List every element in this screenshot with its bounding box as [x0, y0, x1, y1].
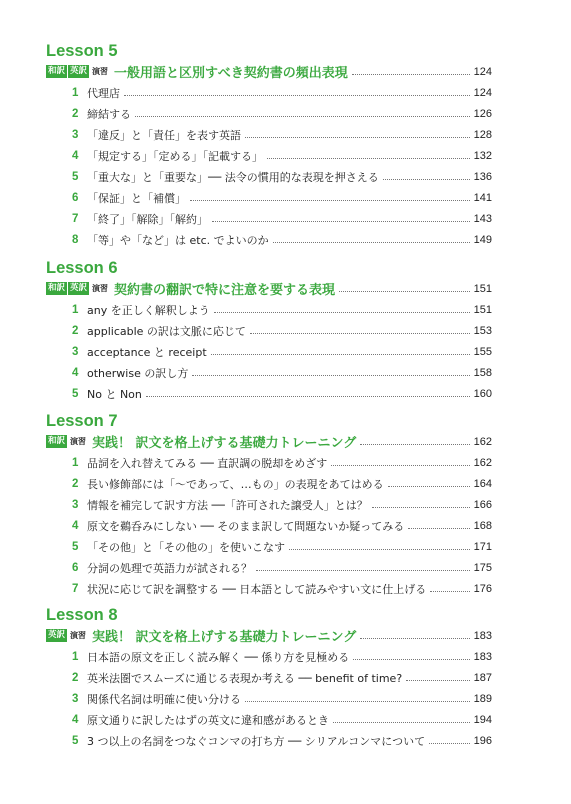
page-number: 183 — [473, 629, 492, 642]
item-number: 3 — [72, 498, 79, 511]
item-number: 1 — [72, 456, 79, 469]
page-number: 176 — [473, 582, 492, 595]
toc-item[interactable] — [46, 229, 492, 250]
item-text: 英米法圏でスムーズに通じる表現か考える ── benefit of time? — [87, 671, 403, 685]
toc-item[interactable] — [46, 299, 492, 320]
dot-leader — [339, 291, 470, 292]
page-number: 164 — [473, 477, 492, 490]
toc-item[interactable] — [46, 82, 492, 103]
dot-leader — [211, 354, 470, 355]
badge-jp-translation: 和訳 — [48, 283, 66, 293]
item-number: 2 — [72, 324, 79, 337]
dot-leader — [383, 179, 470, 180]
item-number: 4 — [72, 519, 79, 532]
toc-item[interactable] — [46, 515, 492, 536]
item-number: 6 — [72, 561, 79, 574]
item-number: 5 — [72, 387, 79, 400]
item-text: 「規定する」「定める」「記載する」 — [87, 149, 263, 163]
page-number: 168 — [473, 519, 492, 532]
item-text: 3 つ以上の名詞をつなぐコンマの打ち方 ── シリアルコンマについて — [87, 734, 426, 748]
toc-item[interactable] — [46, 383, 492, 404]
toc-item[interactable] — [46, 688, 492, 709]
item-number: 1 — [72, 303, 79, 316]
badge-jp-translation: 和訳 — [48, 66, 66, 76]
page-number: 189 — [473, 692, 492, 705]
item-text: 日本語の原文を正しく読み解く ── 係り方を見極める — [87, 650, 350, 664]
lesson-heading: 実践！ 訳文を格上げする基礎力トレーニング — [92, 436, 357, 451]
toc-item[interactable] — [46, 145, 492, 166]
lesson-heading-row[interactable] — [46, 61, 492, 82]
lesson-title: Lesson 6 — [46, 259, 118, 277]
item-number: 3 — [72, 128, 79, 141]
page-number: 151 — [473, 303, 492, 316]
toc-item-list — [46, 646, 492, 751]
lesson-heading: 契約書の翻訳で特に注意を要する表現 — [114, 283, 336, 298]
page-number: 155 — [473, 345, 492, 358]
dot-leader — [124, 95, 470, 96]
toc-item[interactable] — [46, 452, 492, 473]
dot-leader — [245, 701, 470, 702]
lesson-heading-row[interactable] — [46, 278, 492, 299]
item-number: 1 — [72, 650, 79, 663]
dot-leader — [135, 116, 470, 117]
lesson-heading-row[interactable] — [46, 625, 492, 646]
item-text: 「終了」「解除」「解約」 — [87, 212, 208, 226]
toc-item[interactable] — [46, 103, 492, 124]
dot-leader — [372, 507, 470, 508]
item-text: 分詞の処理で英語力が試される？ — [87, 561, 252, 575]
dot-leader — [352, 74, 470, 75]
dot-leader — [408, 528, 469, 529]
lesson-section — [46, 606, 492, 751]
item-number: 6 — [72, 191, 79, 204]
dot-leader — [214, 312, 470, 313]
toc-item[interactable] — [46, 320, 492, 341]
item-number: 3 — [72, 345, 79, 358]
dot-leader — [212, 221, 470, 222]
item-text: 「違反」と「責任」を表す英語 — [87, 128, 241, 142]
dot-leader — [360, 444, 469, 445]
item-number: 4 — [72, 713, 79, 726]
item-number: 4 — [72, 149, 79, 162]
page-number: 141 — [473, 191, 492, 204]
badge-en-translation: 英訳 — [48, 630, 66, 640]
toc-item[interactable] — [46, 341, 492, 362]
item-number: 5 — [72, 734, 79, 747]
toc-item[interactable] — [46, 166, 492, 187]
toc-item[interactable] — [46, 578, 492, 599]
dot-leader — [267, 158, 470, 159]
exercise-badges — [46, 435, 92, 448]
item-text: No と Non — [87, 387, 142, 401]
page-number: 183 — [473, 650, 492, 663]
dot-leader — [406, 680, 469, 681]
lesson-title: Lesson 5 — [46, 42, 118, 60]
dot-leader — [250, 333, 470, 334]
exercise-badges — [46, 629, 92, 642]
item-text: applicable の訳は文脈に応じて — [87, 324, 246, 338]
item-number: 4 — [72, 366, 79, 379]
item-number: 5 — [72, 170, 79, 183]
page-number: 194 — [473, 713, 492, 726]
item-number: 3 — [72, 692, 79, 705]
dot-leader — [146, 396, 470, 397]
item-number: 2 — [72, 107, 79, 120]
item-number: 7 — [72, 582, 79, 595]
toc-item-list — [46, 82, 492, 250]
badge-jp-translation: 和訳 — [48, 436, 66, 446]
exercise-label: 演習 — [70, 437, 87, 446]
toc-item-list — [46, 452, 492, 599]
toc-item[interactable] — [46, 494, 492, 515]
item-text: 関係代名詞は明確に使い分ける — [87, 692, 241, 706]
toc-item[interactable] — [46, 362, 492, 383]
dot-leader — [289, 549, 470, 550]
page-number: 166 — [473, 498, 492, 511]
badge-en-translation: 英訳 — [70, 66, 88, 76]
toc-item[interactable] — [46, 709, 492, 730]
lesson-title: Lesson 8 — [46, 606, 118, 624]
page-number: 128 — [473, 128, 492, 141]
toc-item[interactable] — [46, 208, 492, 229]
page-number: 149 — [473, 233, 492, 246]
page-number: 126 — [473, 107, 492, 120]
page-number: 158 — [473, 366, 492, 379]
toc-item[interactable] — [46, 667, 492, 688]
lesson-title: Lesson 7 — [46, 412, 118, 430]
dot-leader — [430, 591, 469, 592]
page-number: 162 — [473, 456, 492, 469]
page-number: 162 — [473, 435, 492, 448]
page-number: 175 — [473, 561, 492, 574]
exercise-label: 演習 — [92, 284, 109, 293]
item-text: 状況に応じて訳を調整する ── 日本語として読みやすい文に仕上げる — [87, 582, 427, 596]
item-text: 情報を補完して訳す方法 ──「許可された譲受人」とは？ — [87, 498, 368, 512]
item-text: 「重大な」と「重要な」── 法令の慣用的な表現を押さえる — [87, 170, 379, 184]
toc-item[interactable] — [46, 473, 492, 494]
lesson-section — [46, 259, 492, 404]
dot-leader — [190, 200, 470, 201]
item-text: 「保証」と「補償」 — [87, 191, 186, 205]
page-number: 160 — [473, 387, 492, 400]
page-number: 136 — [473, 170, 492, 183]
item-text: 原文を鵜呑みにしない ── そのまま訳して問題ないか疑ってみる — [87, 519, 405, 533]
page-number: 151 — [473, 282, 492, 295]
dot-leader — [353, 659, 469, 660]
exercise-label: 演習 — [70, 631, 87, 640]
dot-leader — [388, 486, 470, 487]
toc-item[interactable] — [46, 124, 492, 145]
item-number: 5 — [72, 540, 79, 553]
page-number: 124 — [473, 65, 492, 78]
dot-leader — [256, 570, 470, 571]
item-number: 2 — [72, 477, 79, 490]
dot-leader — [273, 242, 470, 243]
page-number: 196 — [473, 734, 492, 747]
page-number: 143 — [473, 212, 492, 225]
page-number: 187 — [473, 671, 492, 684]
page-number: 171 — [473, 540, 492, 553]
item-number: 8 — [72, 233, 79, 246]
item-text: 「その他」と「その他の」を使いこなす — [87, 540, 285, 554]
item-number: 1 — [72, 86, 79, 99]
lesson-heading: 一般用語と区別すべき契約書の頻出表現 — [114, 66, 348, 81]
page-number: 153 — [473, 324, 492, 337]
toc-item[interactable] — [46, 646, 492, 667]
toc-item[interactable] — [46, 557, 492, 578]
dot-leader — [245, 137, 470, 138]
item-text: 原文通りに訳したはずの英文に違和感があるとき — [87, 713, 329, 727]
lesson-section — [46, 412, 492, 599]
lesson-heading: 実践！ 訳文を格上げする基礎力トレーニング — [92, 630, 357, 645]
exercise-label: 演習 — [92, 67, 109, 76]
item-text: 締結する — [87, 107, 131, 121]
page-number: 132 — [473, 149, 492, 162]
dot-leader — [333, 722, 470, 723]
item-text: 代理店 — [87, 86, 120, 100]
item-text: 長い修飾部には「〜であって、…もの」の表現をあてはめる — [87, 477, 384, 491]
item-text: any を正しく解釈しよう — [87, 303, 210, 317]
badge-en-translation: 英訳 — [70, 283, 88, 293]
item-number: 2 — [72, 671, 79, 684]
item-text: 「等」や「など」は etc. でよいのか — [87, 233, 269, 247]
toc-item[interactable] — [46, 536, 492, 557]
lesson-section — [46, 42, 492, 250]
item-text: 品詞を入れ替えてみる ── 直訳調の脱却をめざす — [87, 456, 328, 470]
exercise-badges — [46, 282, 114, 295]
page-number: 124 — [473, 86, 492, 99]
dot-leader — [192, 375, 469, 376]
toc-item[interactable] — [46, 187, 492, 208]
item-number: 7 — [72, 212, 79, 225]
exercise-badges — [46, 65, 114, 78]
toc-item[interactable] — [46, 730, 492, 751]
lesson-heading-row[interactable] — [46, 431, 492, 452]
dot-leader — [429, 743, 470, 744]
item-text: acceptance と receipt — [87, 345, 207, 359]
dot-leader — [331, 465, 469, 466]
item-text: otherwise の訳し方 — [87, 366, 189, 380]
dot-leader — [360, 638, 469, 639]
toc-item-list — [46, 299, 492, 404]
